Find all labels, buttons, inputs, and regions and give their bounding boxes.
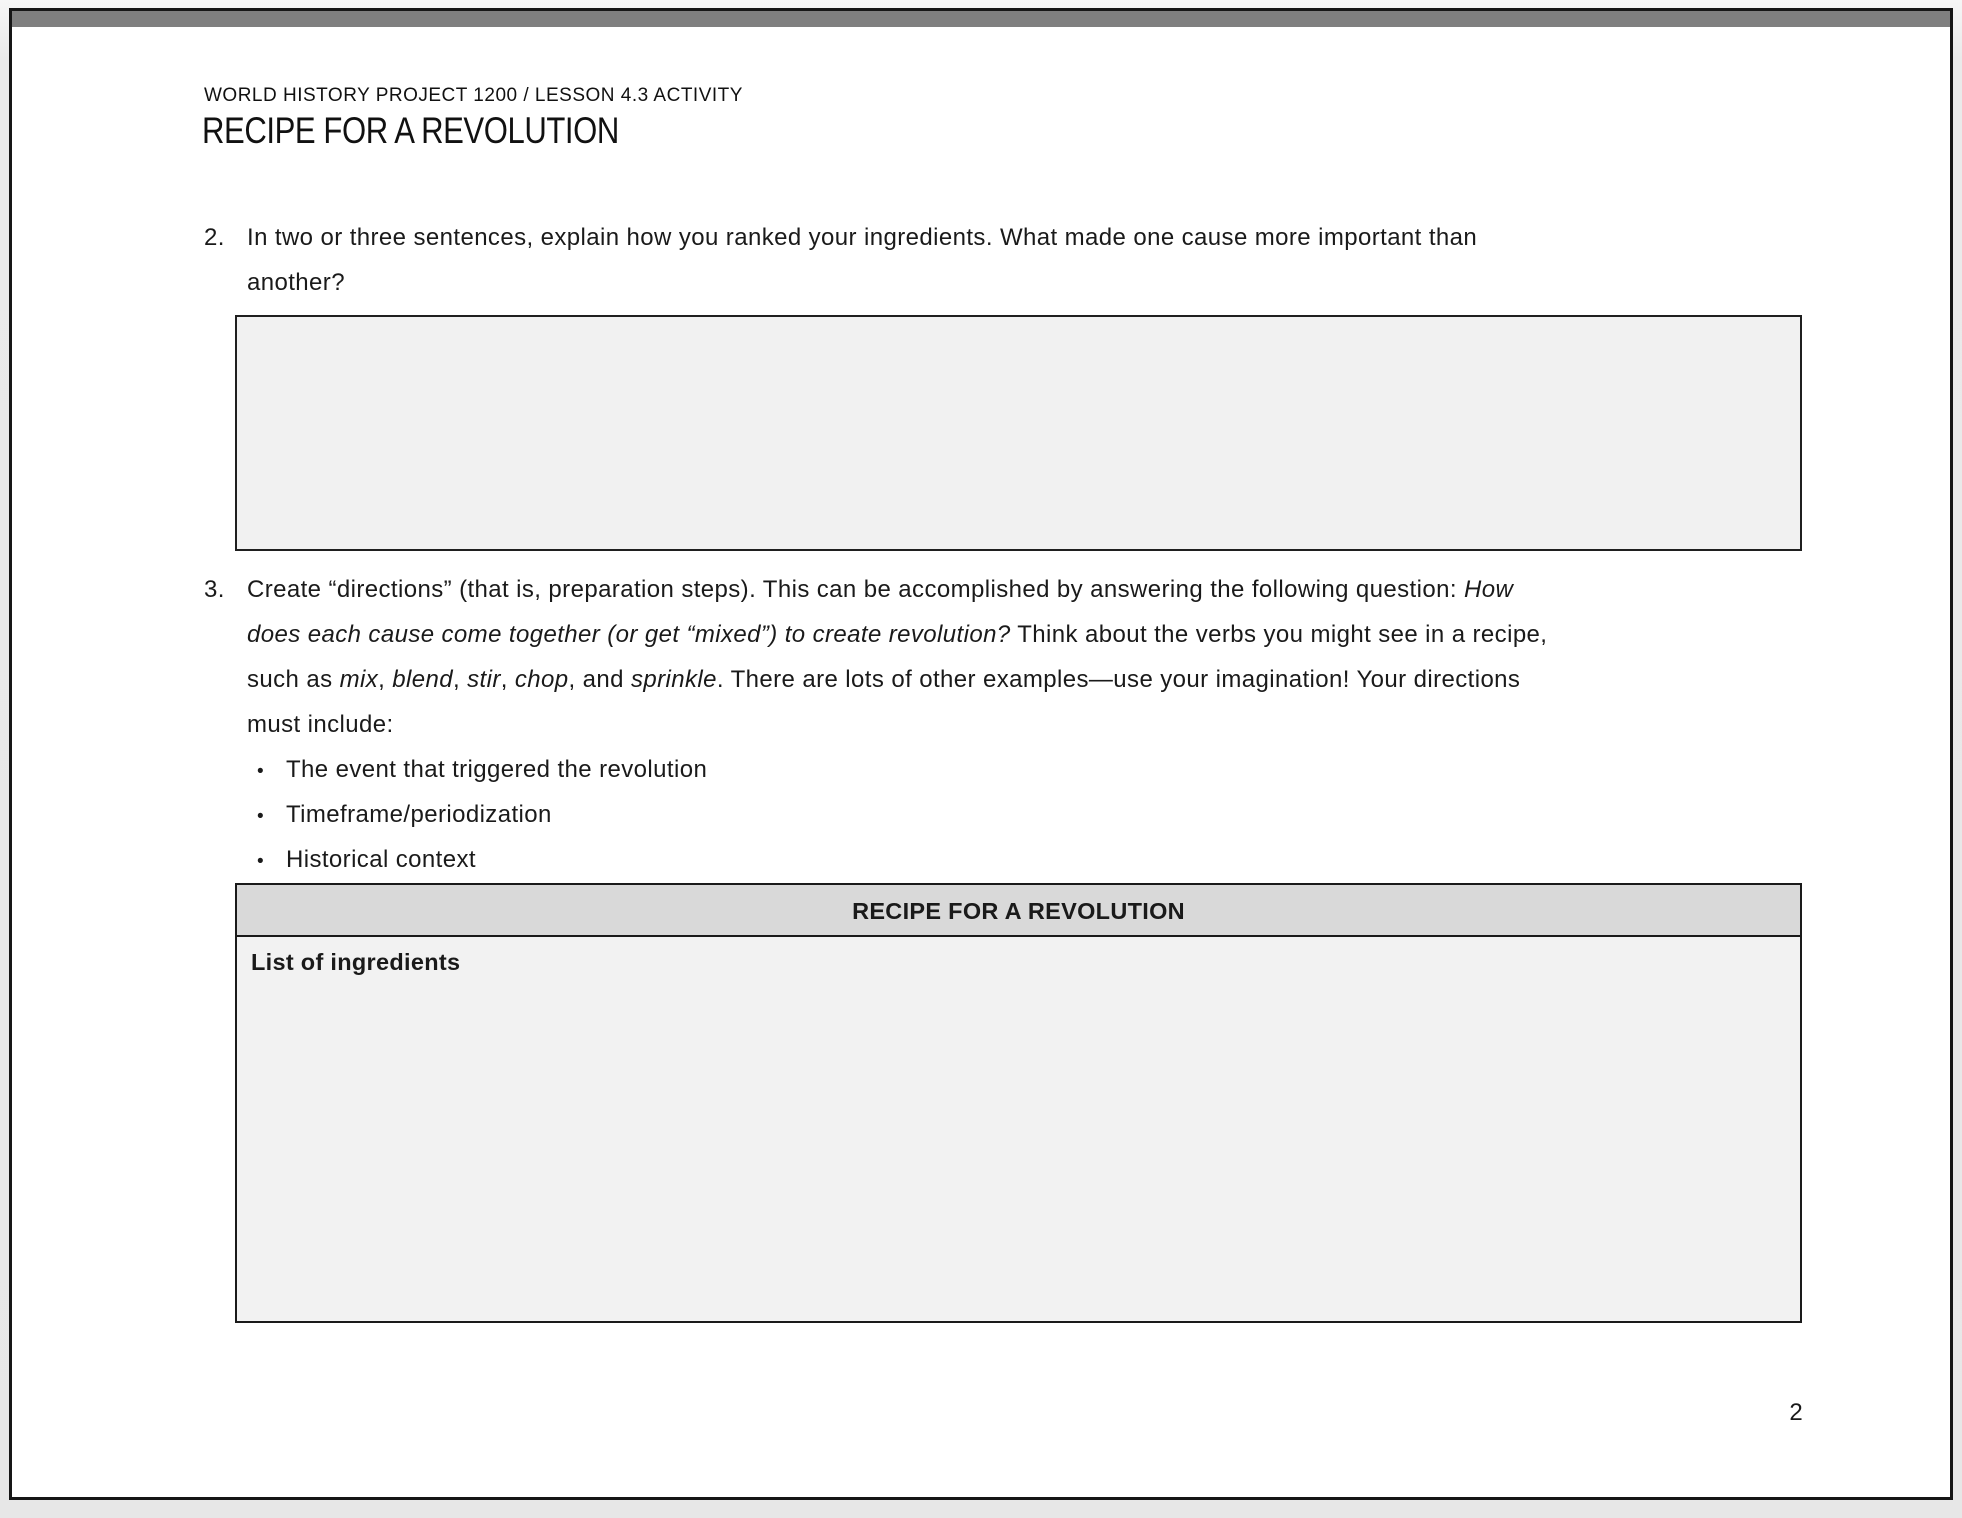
question-2-line-2: another? — [247, 269, 345, 296]
document-page — [9, 8, 1953, 1500]
list-item-label: The event that triggered the revolution — [286, 756, 708, 783]
list-of-ingredients-label: List of ingredients — [251, 949, 461, 975]
question-2-line-1: In two or three sentences, explain how you ranked your ingredients. What made one cause more important than — [247, 224, 1478, 251]
question-3-line-2: does each cause come together (or get “mixed”) to create revolution? Think about the verbs you might see in a recipe, — [247, 621, 1548, 648]
bullet-icon: • — [257, 761, 265, 782]
list-item — [257, 792, 707, 837]
list-item — [257, 837, 707, 882]
question-2-answer-box[interactable] — [235, 315, 1802, 551]
bullet-icon: • — [257, 806, 265, 827]
question-3-line-3: such as mix, blend, stir, chop, and sprinkle. There are lots of other examples—use your imagination! Your directions — [247, 666, 1521, 693]
question-3 — [204, 567, 1547, 747]
directions-requirements-list — [257, 747, 707, 882]
question-2-text — [247, 215, 1477, 305]
question-2-number: 2. — [204, 224, 225, 251]
recipe-table-ingredients-cell[interactable] — [237, 937, 1800, 1321]
page-top-bar — [12, 11, 1950, 27]
course-kicker: WORLD HISTORY PROJECT 1200 / LESSON 4.3 ACTIVITY — [204, 85, 743, 106]
question-3-number: 3. — [204, 576, 225, 603]
question-3-line-1: Create “directions” (that is, preparation steps). This can be accomplished by answering the following question: How — [247, 576, 1514, 603]
question-2 — [204, 215, 1477, 305]
question-3-text — [247, 567, 1547, 747]
bullet-icon: • — [257, 851, 265, 872]
list-item-label: Timeframe/periodization — [286, 801, 552, 828]
list-item-label: Historical context — [286, 846, 476, 873]
page-title: RECIPE FOR A REVOLUTION — [202, 110, 619, 151]
question-3-line-4: must include: — [247, 711, 394, 738]
list-item — [257, 747, 707, 792]
recipe-table-header: RECIPE FOR A REVOLUTION — [237, 885, 1800, 937]
page-number: 2 — [1789, 1399, 1803, 1426]
recipe-table — [235, 883, 1802, 1323]
